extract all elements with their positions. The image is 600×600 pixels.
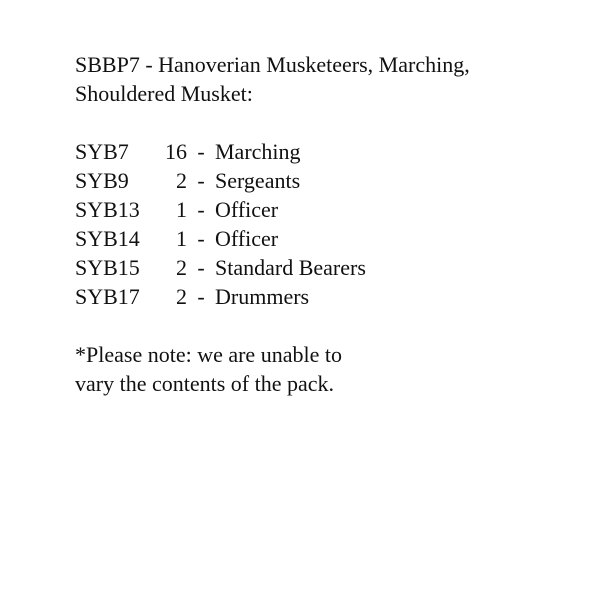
- item-separator: -: [197, 255, 205, 280]
- item-description: Marching: [215, 139, 301, 164]
- pack-title: [75, 50, 575, 108]
- item-description: Sergeants: [215, 168, 301, 193]
- item-separator: -: [197, 226, 205, 251]
- item-separator: -: [197, 168, 205, 193]
- pack-note-line-2: vary the contents of the pack.: [75, 371, 335, 396]
- item-description: Drummers: [215, 284, 310, 309]
- pack-title-line-1: SBBP7 - Hanoverian Musketeers, Marching,: [75, 52, 470, 77]
- contents-row: [75, 282, 555, 311]
- item-code: SYB15: [75, 255, 140, 280]
- item-code: SYB17: [75, 284, 140, 309]
- pack-note-line-1: *Please note: we are unable to: [75, 342, 342, 367]
- pack-note: [75, 340, 555, 398]
- item-code: SYB14: [75, 226, 140, 251]
- item-separator: -: [197, 284, 205, 309]
- item-code: SYB7: [75, 139, 129, 164]
- item-description: Officer: [215, 197, 279, 222]
- contents-row: [75, 166, 555, 195]
- item-description: Officer: [215, 226, 279, 251]
- item-separator: -: [197, 197, 205, 222]
- item-separator: -: [197, 139, 205, 164]
- item-quantity: 1: [176, 226, 187, 251]
- item-description: Standard Bearers: [215, 255, 366, 280]
- item-quantity: 2: [176, 168, 187, 193]
- pack-contents-list: [75, 137, 555, 311]
- item-quantity: 2: [176, 255, 187, 280]
- item-quantity: 2: [176, 284, 187, 309]
- pack-title-line-2: Shouldered Musket:: [75, 81, 253, 106]
- contents-row: [75, 253, 555, 282]
- contents-row: [75, 195, 555, 224]
- item-quantity: 16: [165, 139, 187, 164]
- contents-row: [75, 224, 555, 253]
- contents-row: [75, 137, 555, 166]
- item-code: SYB9: [75, 168, 129, 193]
- item-quantity: 1: [176, 197, 187, 222]
- item-code: SYB13: [75, 197, 140, 222]
